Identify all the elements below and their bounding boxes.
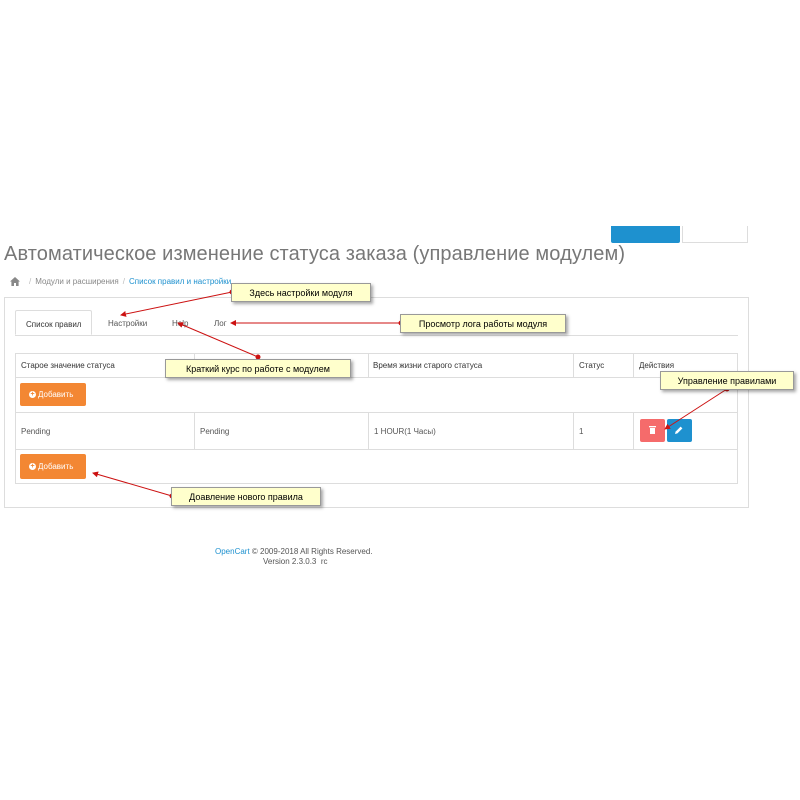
- column-header-lifetime: Время жизни старого статуса: [373, 361, 483, 370]
- cell-new-status: Pending: [200, 427, 230, 436]
- footer-version: Version 2.3.0.3_rc: [263, 557, 328, 565]
- trash-icon: [649, 426, 656, 434]
- cell-status: 1: [579, 427, 584, 436]
- column-header-status: Статус: [579, 361, 605, 370]
- footer-copyright-text: © 2009-2018 All Rights Reserved.: [249, 547, 373, 556]
- add-rule-button-bottom[interactable]: [20, 454, 86, 479]
- callout-manage: Управление правилами: [660, 371, 794, 390]
- add-rule-label: Добавить: [38, 390, 74, 399]
- column-divider: [573, 354, 574, 377]
- tab-rules-list[interactable]: Список правил: [15, 310, 92, 335]
- breadcrumb-item-modules[interactable]: Модули и расширения: [35, 277, 119, 286]
- row-divider: [16, 377, 737, 378]
- column-divider: [368, 412, 369, 449]
- tab-settings[interactable]: Настройки: [108, 319, 148, 328]
- tab-help[interactable]: Help: [172, 319, 189, 328]
- rules-table: [15, 353, 738, 484]
- row-divider: [16, 449, 737, 450]
- breadcrumb-item-rules[interactable]: Список правил и настройки: [128, 277, 232, 286]
- row-divider: [16, 412, 737, 413]
- edit-rule-button[interactable]: [667, 419, 692, 442]
- add-rule-button-top[interactable]: [20, 383, 86, 406]
- footer-copyright: [215, 547, 373, 556]
- pencil-icon: [675, 426, 683, 434]
- page-title: Автоматическое изменение статуса заказа (управление модулем): [4, 243, 626, 265]
- column-header-actions: Действия: [639, 361, 675, 370]
- column-divider: [573, 412, 574, 449]
- callout-settings: Здесь настройки модуля: [231, 283, 371, 302]
- column-divider: [633, 412, 634, 449]
- breadcrumb-separator: /: [122, 277, 125, 286]
- header-save-button[interactable]: [611, 226, 680, 243]
- tab-log[interactable]: Лог: [214, 319, 227, 328]
- cell-lifetime: 1 HOUR(1 Часы): [374, 427, 436, 436]
- column-divider: [194, 412, 195, 449]
- add-rule-label: Добавить: [38, 462, 74, 471]
- header-cancel-button[interactable]: [682, 226, 748, 243]
- column-divider: [633, 354, 634, 377]
- home-icon[interactable]: [10, 277, 20, 286]
- callout-help: Краткий курс по работе с модулем: [165, 359, 351, 378]
- column-divider: [368, 354, 369, 377]
- callout-log: Просмотр лога работы модуля: [400, 314, 566, 333]
- column-header-old-status: Старое значение статуса: [21, 361, 115, 370]
- cell-old-status: Pending: [21, 427, 51, 436]
- plus-circle-icon: +: [30, 391, 35, 398]
- footer-opencart-link[interactable]: OpenCart: [215, 547, 250, 556]
- delete-rule-button[interactable]: [640, 419, 665, 442]
- plus-circle-icon: +: [30, 463, 35, 470]
- tab-bar: [15, 310, 738, 336]
- callout-add: Доавление нового правила: [171, 487, 321, 506]
- breadcrumb-separator: /: [29, 277, 32, 286]
- breadcrumb: [10, 277, 231, 286]
